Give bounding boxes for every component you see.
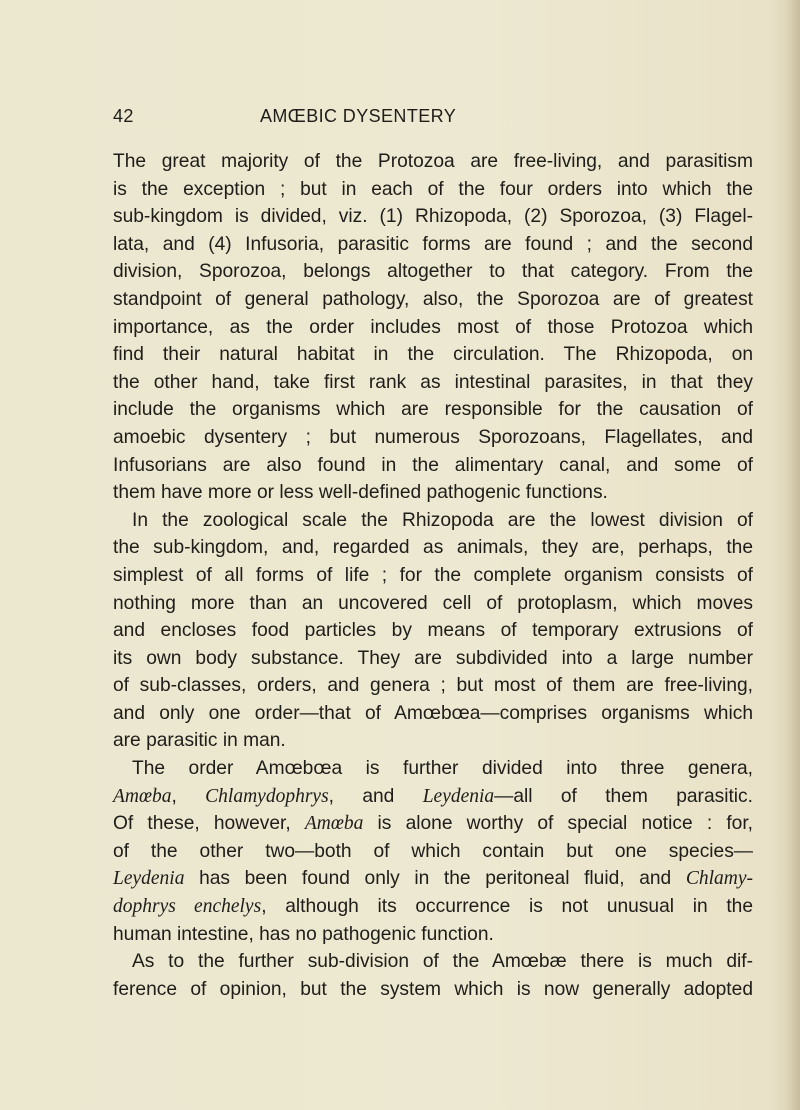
text-line: The order Amœbœa is further divided into three genera, [132,758,753,780]
text-line: nothing more than an uncovered cell of protoplasm, which moves [113,592,753,614]
text-line: of sub-classes, orders, and genera ; but most of them are free-living, [113,675,753,697]
genus-name: Amœba [304,813,364,835]
page-edge-shadow [786,0,800,1110]
text-line: its own body substance. They are subdivided into a large number [113,647,753,669]
text-line: In the zoological scale the Rhizopoda are the lowest division of [132,509,753,531]
body-text [113,148,753,1003]
text-line: ference of opinion, but the system which is now generally adopted [113,978,753,1000]
text-line: and encloses food particles by means of temporary extrusions of [113,620,753,642]
running-head [113,106,753,130]
species-name: dophrys enchelys [113,896,262,918]
text-line: Infusorians are also found in the alimentary canal, and some of [113,454,753,476]
text-line: find their natural habitat in the circulation. The Rhizopoda, on [113,344,753,366]
text-line: include the organisms which are responsible for the causation of [113,399,753,421]
text-line: them have more or less well-defined pathogenic functions. [113,482,608,504]
text-line: Of these, however, Amœba is alone worthy of special notice : for, [113,813,753,835]
text-line: sub-kingdom is divided, viz. (1) Rhizopoda, (2) Sporozoa, (3) Flagel- [113,206,753,228]
page-number: 42 [113,106,134,126]
text-line: the sub-kingdom, and, regarded as animals, they are, perhaps, the [113,537,753,559]
genus-name: Chlamy- [685,868,753,890]
text-line: lata, and (4) Infusoria, parasitic forms are found ; and the second [113,233,753,255]
text-line: Amœba, Chlamydophrys, and Leydenia—all of them parasitic. [113,785,753,807]
text-line: and only one order—that of Amœbœa—comprises organisms which [113,702,753,724]
genus-name: Chlamydophrys [205,785,329,807]
text-line: of the other two—both of which contain but one species— [113,840,753,862]
text-line: importance, as the order includes most of those Protozoa which [113,316,753,338]
text-line: division, Sporozoa, belongs altogether to that category. From the [113,261,753,283]
running-title: AMŒBIC DYSENTERY [260,106,457,126]
text-line: standpoint of general pathology, also, the Sporozoa are of greatest [113,288,753,310]
text-line: simplest of all forms of life ; for the complete organism consists of [113,564,753,586]
text-line: are parasitic in man. [113,730,286,752]
text-line: the other hand, take first rank as intestinal parasites, in that they [113,371,753,393]
text-line: As to the further sub-division of the Amœbæ there is much dif- [132,951,753,973]
text-line: dophrys enchelys, although its occurrence is not unusual in the [113,896,753,918]
text-line: The great majority of the Protozoa are free-living, and parasitism [113,151,753,172]
text-line: Leydenia has been found only in the peritoneal fluid, and Chlamy- [113,868,753,890]
text-line: is the exception ; but in each of the four orders into which the [113,178,753,200]
genus-name: Amœba [113,785,172,807]
text-line: human intestine, has no pathogenic function. [113,923,494,945]
text-line: amoebic dysentery ; but numerous Sporozoans, Flagellates, and [113,426,753,448]
genus-name: Leydenia [422,785,495,807]
genus-name: Leydenia [113,868,185,890]
